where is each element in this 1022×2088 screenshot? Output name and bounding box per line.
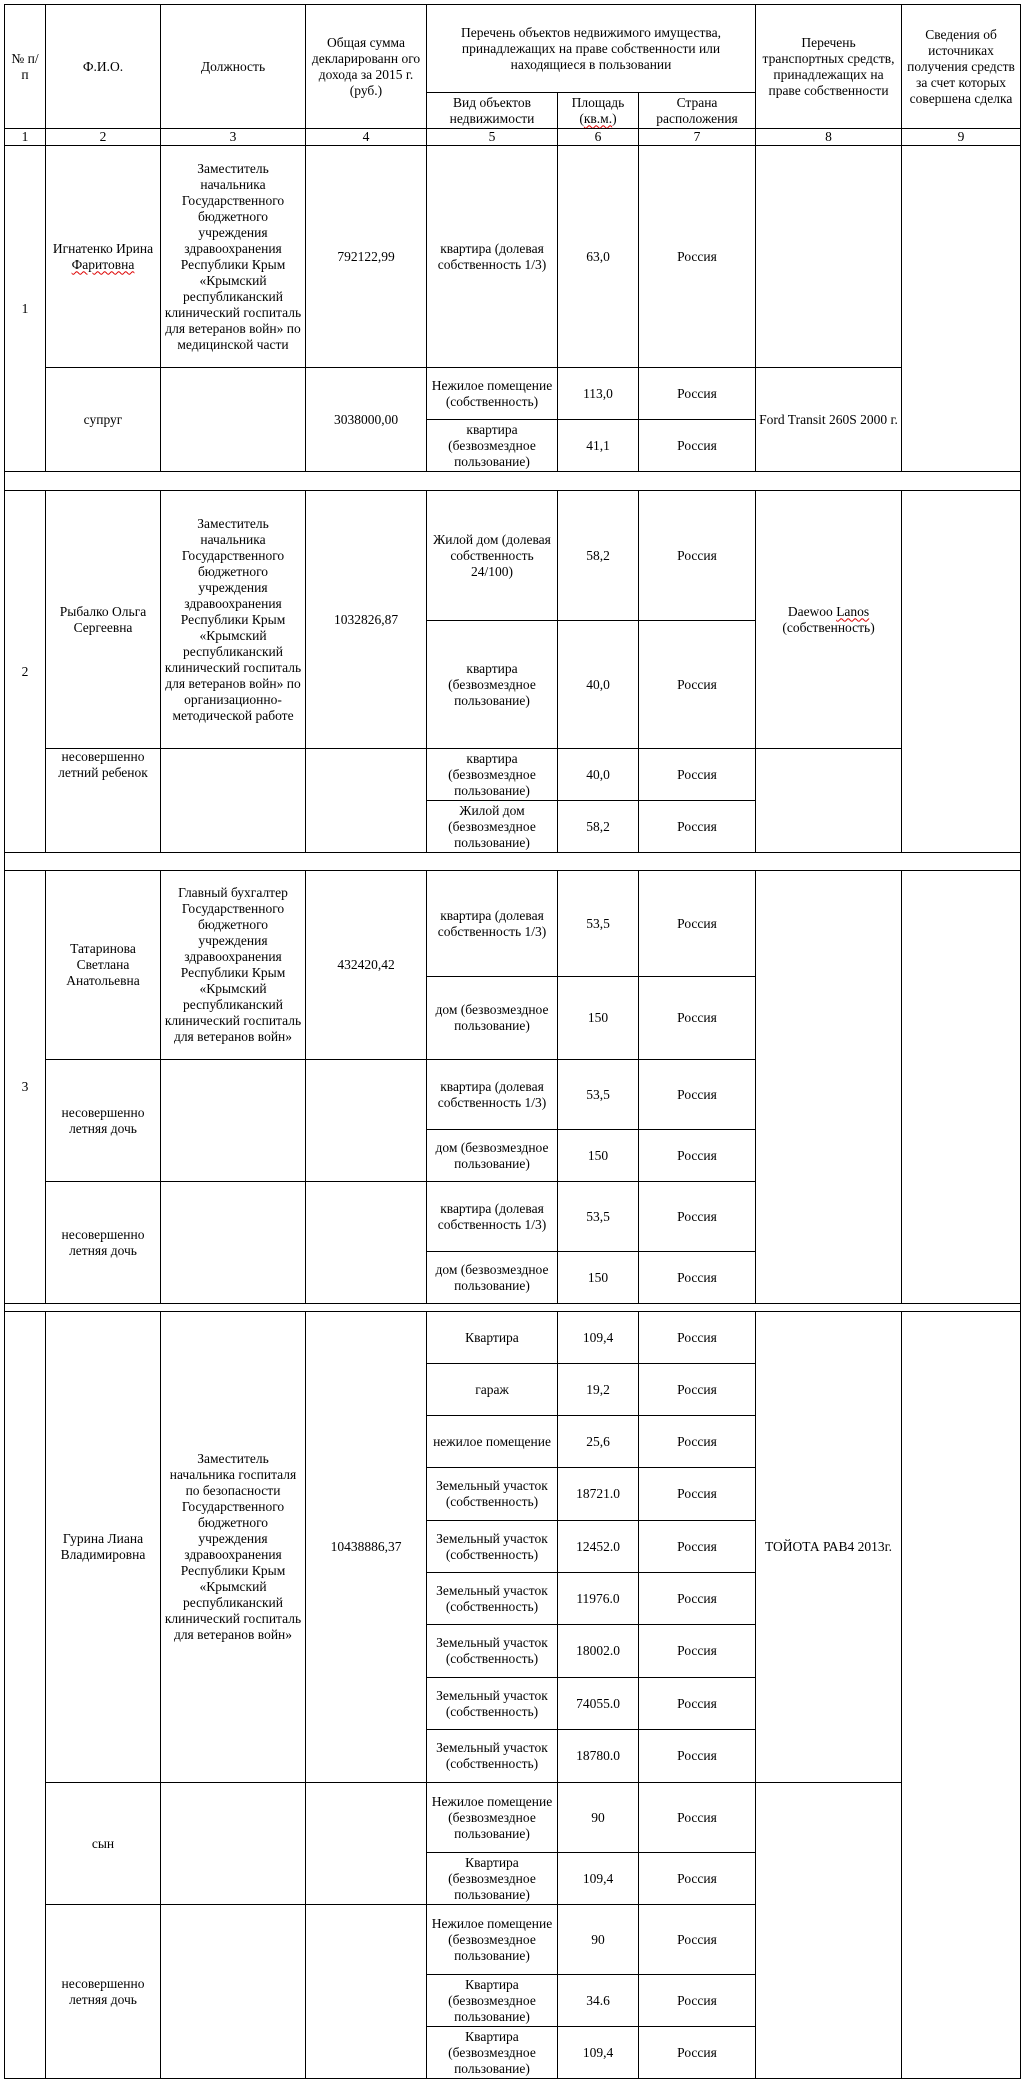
property-country: Россия [639, 1521, 756, 1573]
property-type: Земельный участок (собственность) [427, 1521, 558, 1573]
relative-income [306, 1060, 427, 1182]
table-row [5, 368, 1021, 420]
property-type: гараж [427, 1364, 558, 1416]
property-country: Россия [639, 1416, 756, 1468]
colnum: 8 [756, 129, 902, 146]
header-property-type: Вид объектов недвижимости [427, 93, 558, 129]
property-type: Земельный участок (собственность) [427, 1678, 558, 1730]
colnum: 9 [902, 129, 1021, 146]
relative-position [161, 1060, 306, 1182]
relative-name: сын [46, 1783, 161, 1905]
property-area: 150 [558, 1130, 639, 1182]
person-name-b: Фаритовна [71, 256, 135, 272]
property-country: Россия [639, 2027, 756, 2079]
property-type: Жилой дом (долевая собственность 24/100) [427, 491, 558, 621]
property-area: 53,5 [558, 1182, 639, 1252]
vehicle-b: Lanos [836, 603, 870, 619]
person-position: Заместитель начальника госпиталя по безопасности Государственного бюджетного учреждения здравоохранения Республики Крым «Крымский республиканский клинический госпиталь для ветеранов войн» [161, 1312, 306, 1783]
property-type: Квартира [427, 1312, 558, 1364]
relative-name: несовершенно летний ребенок [46, 749, 161, 853]
property-type: Земельный участок (собственность) [427, 1468, 558, 1521]
person-name: Татаринова Светлана Анатольевна [46, 871, 161, 1060]
property-type: квартира (безвозмездное пользование) [427, 420, 558, 472]
property-country: Россия [639, 420, 756, 472]
property-country: Россия [639, 801, 756, 853]
relative-name: несовершенно летняя дочь [46, 1905, 161, 2079]
property-country: Россия [639, 1182, 756, 1252]
property-area: 19,2 [558, 1364, 639, 1416]
property-type: квартира (безвозмездное пользование) [427, 621, 558, 749]
property-country: Россия [639, 1060, 756, 1130]
header-area-unit: кв.м. [583, 110, 613, 126]
property-area: 109,4 [558, 1853, 639, 1905]
property-type: Земельный участок (собственность) [427, 1625, 558, 1678]
header-area-c: ) [612, 110, 617, 126]
property-type: квартира (долевая собственность 1/3) [427, 1060, 558, 1130]
header-country: Страна расположения [639, 93, 756, 129]
header-position: Должность [161, 5, 306, 129]
property-area: 63,0 [558, 146, 639, 368]
property-type: Нежилое помещение (собственность) [427, 368, 558, 420]
colnum: 2 [46, 129, 161, 146]
person-name: Гурина Лиана Владимировна [46, 1312, 161, 1783]
property-country: Россия [639, 871, 756, 977]
property-area: 53,5 [558, 871, 639, 977]
relative-name: несовершенно летняя дочь [46, 1060, 161, 1182]
header-income: Общая сумма декларированн ого дохода за 2015 г. (руб.) [306, 5, 427, 129]
property-area: 34.6 [558, 1975, 639, 2027]
table-row [5, 749, 1021, 801]
vehicle-c: (собственность) [782, 619, 875, 635]
colnum: 3 [161, 129, 306, 146]
property-country: Россия [639, 621, 756, 749]
relative-name: несовершенно летняя дочь [46, 1182, 161, 1304]
section-separator [5, 472, 1021, 491]
sources-cell [902, 491, 1021, 853]
table-row [5, 491, 1021, 621]
property-country: Россия [639, 977, 756, 1060]
colnum: 6 [558, 129, 639, 146]
property-area: 150 [558, 1252, 639, 1304]
property-type: дом (безвозмездное пользование) [427, 1252, 558, 1304]
person-position: Главный бухгалтер Государственного бюджетного учреждения здравоохранения Республики Крым «Крымский республиканский клинический госпиталь для ветеранов войн» [161, 871, 306, 1060]
property-type: нежилое помещение [427, 1416, 558, 1468]
property-area: 74055.0 [558, 1678, 639, 1730]
property-country: Россия [639, 1678, 756, 1730]
person-position: Заместитель начальника Государственного бюджетного учреждения здравоохранения Республики Крым «Крымский республиканский клинический госпиталь для ветеранов войн» по медицинской части [161, 146, 306, 368]
property-area: 40,0 [558, 749, 639, 801]
header-row [5, 5, 1021, 93]
property-country: Россия [639, 1468, 756, 1521]
header-area [558, 93, 639, 129]
property-type: Жилой дом (безвозмездное пользование) [427, 801, 558, 853]
table-row [5, 871, 1021, 977]
property-area: 113,0 [558, 368, 639, 420]
property-area: 41,1 [558, 420, 639, 472]
property-area: 90 [558, 1783, 639, 1853]
property-country: Россия [639, 1625, 756, 1678]
separator-cell [5, 1304, 1021, 1312]
property-area: 18780.0 [558, 1730, 639, 1783]
colnum: 7 [639, 129, 756, 146]
header-vehicles: Перечень транспортных средств, принадлежащих на праве собственности [756, 5, 902, 129]
property-type: квартира (безвозмездное пользование) [427, 749, 558, 801]
property-type: дом (безвозмездное пользование) [427, 977, 558, 1060]
row-num [5, 1312, 46, 2079]
person-name: Рыбалко Ольга Сергеевна [46, 491, 161, 749]
property-country: Россия [639, 1130, 756, 1182]
relative-income [306, 1783, 427, 1905]
relative-income: 3038000,00 [306, 368, 427, 472]
colnum: 1 [5, 129, 46, 146]
sources-cell [902, 1312, 1021, 2079]
header-property-group: Перечень объектов недвижимого имущества, принадлежащих на праве собственности или находящиеся в пользовании [427, 5, 756, 93]
property-type: квартира (долевая собственность 1/3) [427, 871, 558, 977]
row-num: 2 [5, 491, 46, 853]
header-num: № п/п [5, 5, 46, 129]
vehicle-cell [756, 871, 902, 1304]
vehicle-cell [756, 749, 902, 853]
person-income: 792122,99 [306, 146, 427, 368]
row-num: 1 [5, 146, 46, 472]
property-type: Квартира (безвозмездное пользование) [427, 2027, 558, 2079]
property-type: дом (безвозмездное пользование) [427, 1130, 558, 1182]
income-declaration-table [4, 4, 1021, 2079]
property-country: Россия [639, 1730, 756, 1783]
column-number-row [5, 129, 1021, 146]
property-area: 25,6 [558, 1416, 639, 1468]
property-type: Земельный участок (собственность) [427, 1730, 558, 1783]
table-row [5, 1783, 1021, 1853]
vehicle-cell [756, 146, 902, 368]
property-area: 150 [558, 977, 639, 1060]
property-country: Россия [639, 1364, 756, 1416]
property-type: квартира (долевая собственность 1/3) [427, 146, 558, 368]
separator-cell [5, 853, 1021, 871]
property-country: Россия [639, 1573, 756, 1625]
property-area: 11976.0 [558, 1573, 639, 1625]
section-separator [5, 853, 1021, 871]
relative-income [306, 1182, 427, 1304]
relative-name: супруг [46, 368, 161, 472]
property-area: 58,2 [558, 491, 639, 621]
vehicle-cell [756, 1783, 902, 2079]
property-country: Россия [639, 1975, 756, 2027]
property-country: Россия [639, 1252, 756, 1304]
property-area: 58,2 [558, 801, 639, 853]
row-num: 3 [5, 871, 46, 1304]
person-name [46, 146, 161, 368]
property-type: Квартира (безвозмездное пользование) [427, 1853, 558, 1905]
person-income: 10438886,37 [306, 1312, 427, 1783]
property-country: Россия [639, 749, 756, 801]
property-area: 40,0 [558, 621, 639, 749]
vehicle-cell: ТОЙОТА РАВ4 2013г. [756, 1312, 902, 1783]
property-type: Квартира (безвозмездное пользование) [427, 1975, 558, 2027]
property-type: Нежилое помещение (безвозмездное пользование) [427, 1783, 558, 1853]
vehicle-cell: Ford Transit 260S 2000 г. [756, 368, 902, 472]
header-sources: Сведения об источниках получения средств за счет которых совершена сделка [902, 5, 1021, 129]
section-separator [5, 1304, 1021, 1312]
property-type: квартира (долевая собственность 1/3) [427, 1182, 558, 1252]
colnum: 4 [306, 129, 427, 146]
vehicle-a: Daewoo [787, 603, 837, 619]
table-row [5, 1312, 1021, 1364]
colnum: 5 [427, 129, 558, 146]
relative-position [161, 749, 306, 853]
relative-position [161, 1182, 306, 1304]
property-country: Россия [639, 1905, 756, 1975]
person-income: 432420,42 [306, 871, 427, 1060]
property-country: Россия [639, 491, 756, 621]
property-country: Россия [639, 146, 756, 368]
table-row [5, 146, 1021, 368]
property-area: 18721.0 [558, 1468, 639, 1521]
person-name-a: Игнатенко Ирина [52, 240, 154, 256]
person-income: 1032826,87 [306, 491, 427, 749]
property-type: Нежилое помещение (безвозмездное пользование) [427, 1905, 558, 1975]
property-area: 109,4 [558, 1312, 639, 1364]
property-area: 12452.0 [558, 1521, 639, 1573]
sources-cell [902, 146, 1021, 472]
header-area-a: Площадь ( [571, 94, 625, 126]
property-country: Россия [639, 1853, 756, 1905]
property-country: Россия [639, 1783, 756, 1853]
property-country: Россия [639, 368, 756, 420]
vehicle-cell [756, 491, 902, 749]
relative-position [161, 368, 306, 472]
property-type: Земельный участок (собственность) [427, 1573, 558, 1625]
property-country: Россия [639, 1312, 756, 1364]
relative-income [306, 749, 427, 853]
separator-cell [5, 472, 1021, 491]
property-area: 109,4 [558, 2027, 639, 2079]
property-area: 18002.0 [558, 1625, 639, 1678]
header-name: Ф.И.О. [46, 5, 161, 129]
person-position: Заместитель начальника Государственного бюджетного учреждения здравоохранения Республики Крым «Крымский республиканский клинический госпиталь для ветеранов войн» по организационно-методической работе [161, 491, 306, 749]
property-area: 90 [558, 1905, 639, 1975]
relative-position [161, 1905, 306, 2079]
relative-income [306, 1905, 427, 2079]
relative-position [161, 1783, 306, 1905]
sources-cell [902, 871, 1021, 1304]
property-area: 53,5 [558, 1060, 639, 1130]
